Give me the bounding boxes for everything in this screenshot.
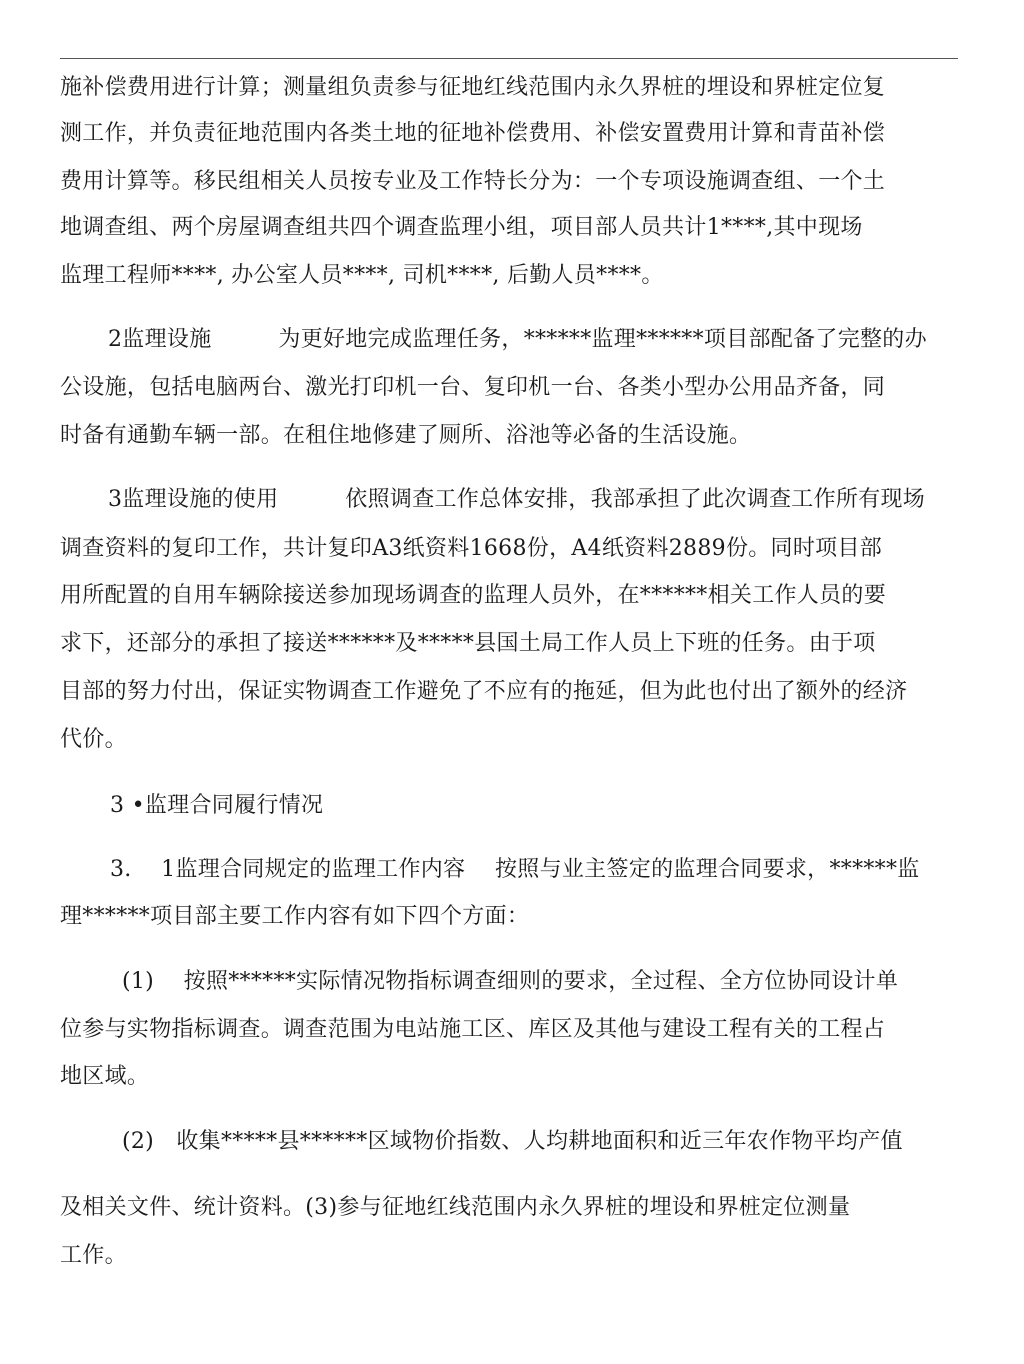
header-rule bbox=[60, 58, 958, 59]
text-line: 地区域。 bbox=[60, 1064, 150, 1089]
text-line: 代价。 bbox=[60, 727, 127, 752]
text-line: 费用计算等。移民组相关人员按专业及工作特长分为：一个专项设施调查组、一个土 bbox=[60, 169, 886, 194]
text-line: 公设施，包括电脑两台、激光打印机一台、复印机一台、各类小型办公用品齐备，同 bbox=[60, 375, 886, 400]
text-line: 目部的努力付出，保证实物调查工作避免了不应有的拖延，但为此也付出了额外的经济 bbox=[60, 679, 908, 704]
text-line: 调查资料的复印工作，共计复印A3纸资料1668份，A4纸资料2889份。同时项目部 bbox=[60, 536, 883, 561]
text-line: 位参与实物指标调查。调查范围为电站施工区、库区及其他与建设工程有关的工程占 bbox=[60, 1017, 886, 1042]
text-line: 2监理设施 为更好地完成监理任务，******监理******项目部配备了完整的办 bbox=[108, 327, 927, 352]
text-line: 监理工程师****, 办公室人员****, 司机****, 后勤人员****。 bbox=[60, 263, 664, 288]
text-line: 用所配置的自用车辆除接送参加现场调查的监理人员外，在******相关工作人员的要 bbox=[60, 583, 887, 608]
text-line: (1) 按照******实际情况物指标调查细则的要求，全过程、全方位协同设计单 bbox=[122, 969, 899, 994]
text-line: 求下，还部分的承担了接送******及*****县国土局工作人员上下班的任务。由于项 bbox=[60, 631, 876, 656]
text-line: 工作。 bbox=[60, 1243, 127, 1268]
text-line: 3. 1监理合同规定的监理工作内容 按照与业主签定的监理合同要求，******监 bbox=[110, 857, 920, 882]
text-line: 理******项目部主要工作内容有如下四个方面： bbox=[60, 904, 530, 929]
text-line: (2) 收集*****县******区域物价指数、人均耕地面积和近三年农作物平均产值 bbox=[122, 1129, 903, 1154]
text-line: 施补偿费用进行计算；测量组负责参与征地红线范围内永久界桩的埋设和界桩定位复 bbox=[60, 75, 886, 100]
text-line: 地调查组、两个房屋调查组共四个调查监理小组，项目部人员共计1****,其中现场 bbox=[60, 215, 863, 240]
text-line: 时备有通勤车辆一部。在租住地修建了厕所、浴池等必备的生活设施。 bbox=[60, 423, 752, 448]
section-heading: 3 •监理合同履行情况 bbox=[110, 793, 324, 818]
text-line: 及相关文件、统计资料。(3)参与征地红线范围内永久界桩的埋设和界桩定位测量 bbox=[60, 1195, 851, 1220]
text-line: 3监理设施的使用 依照调查工作总体安排，我部承担了此次调查工作所有现场 bbox=[108, 487, 926, 512]
text-line: 测工作，并负责征地范围内各类土地的征地补偿费用、补偿安置费用计算和青苗补偿 bbox=[60, 121, 886, 146]
